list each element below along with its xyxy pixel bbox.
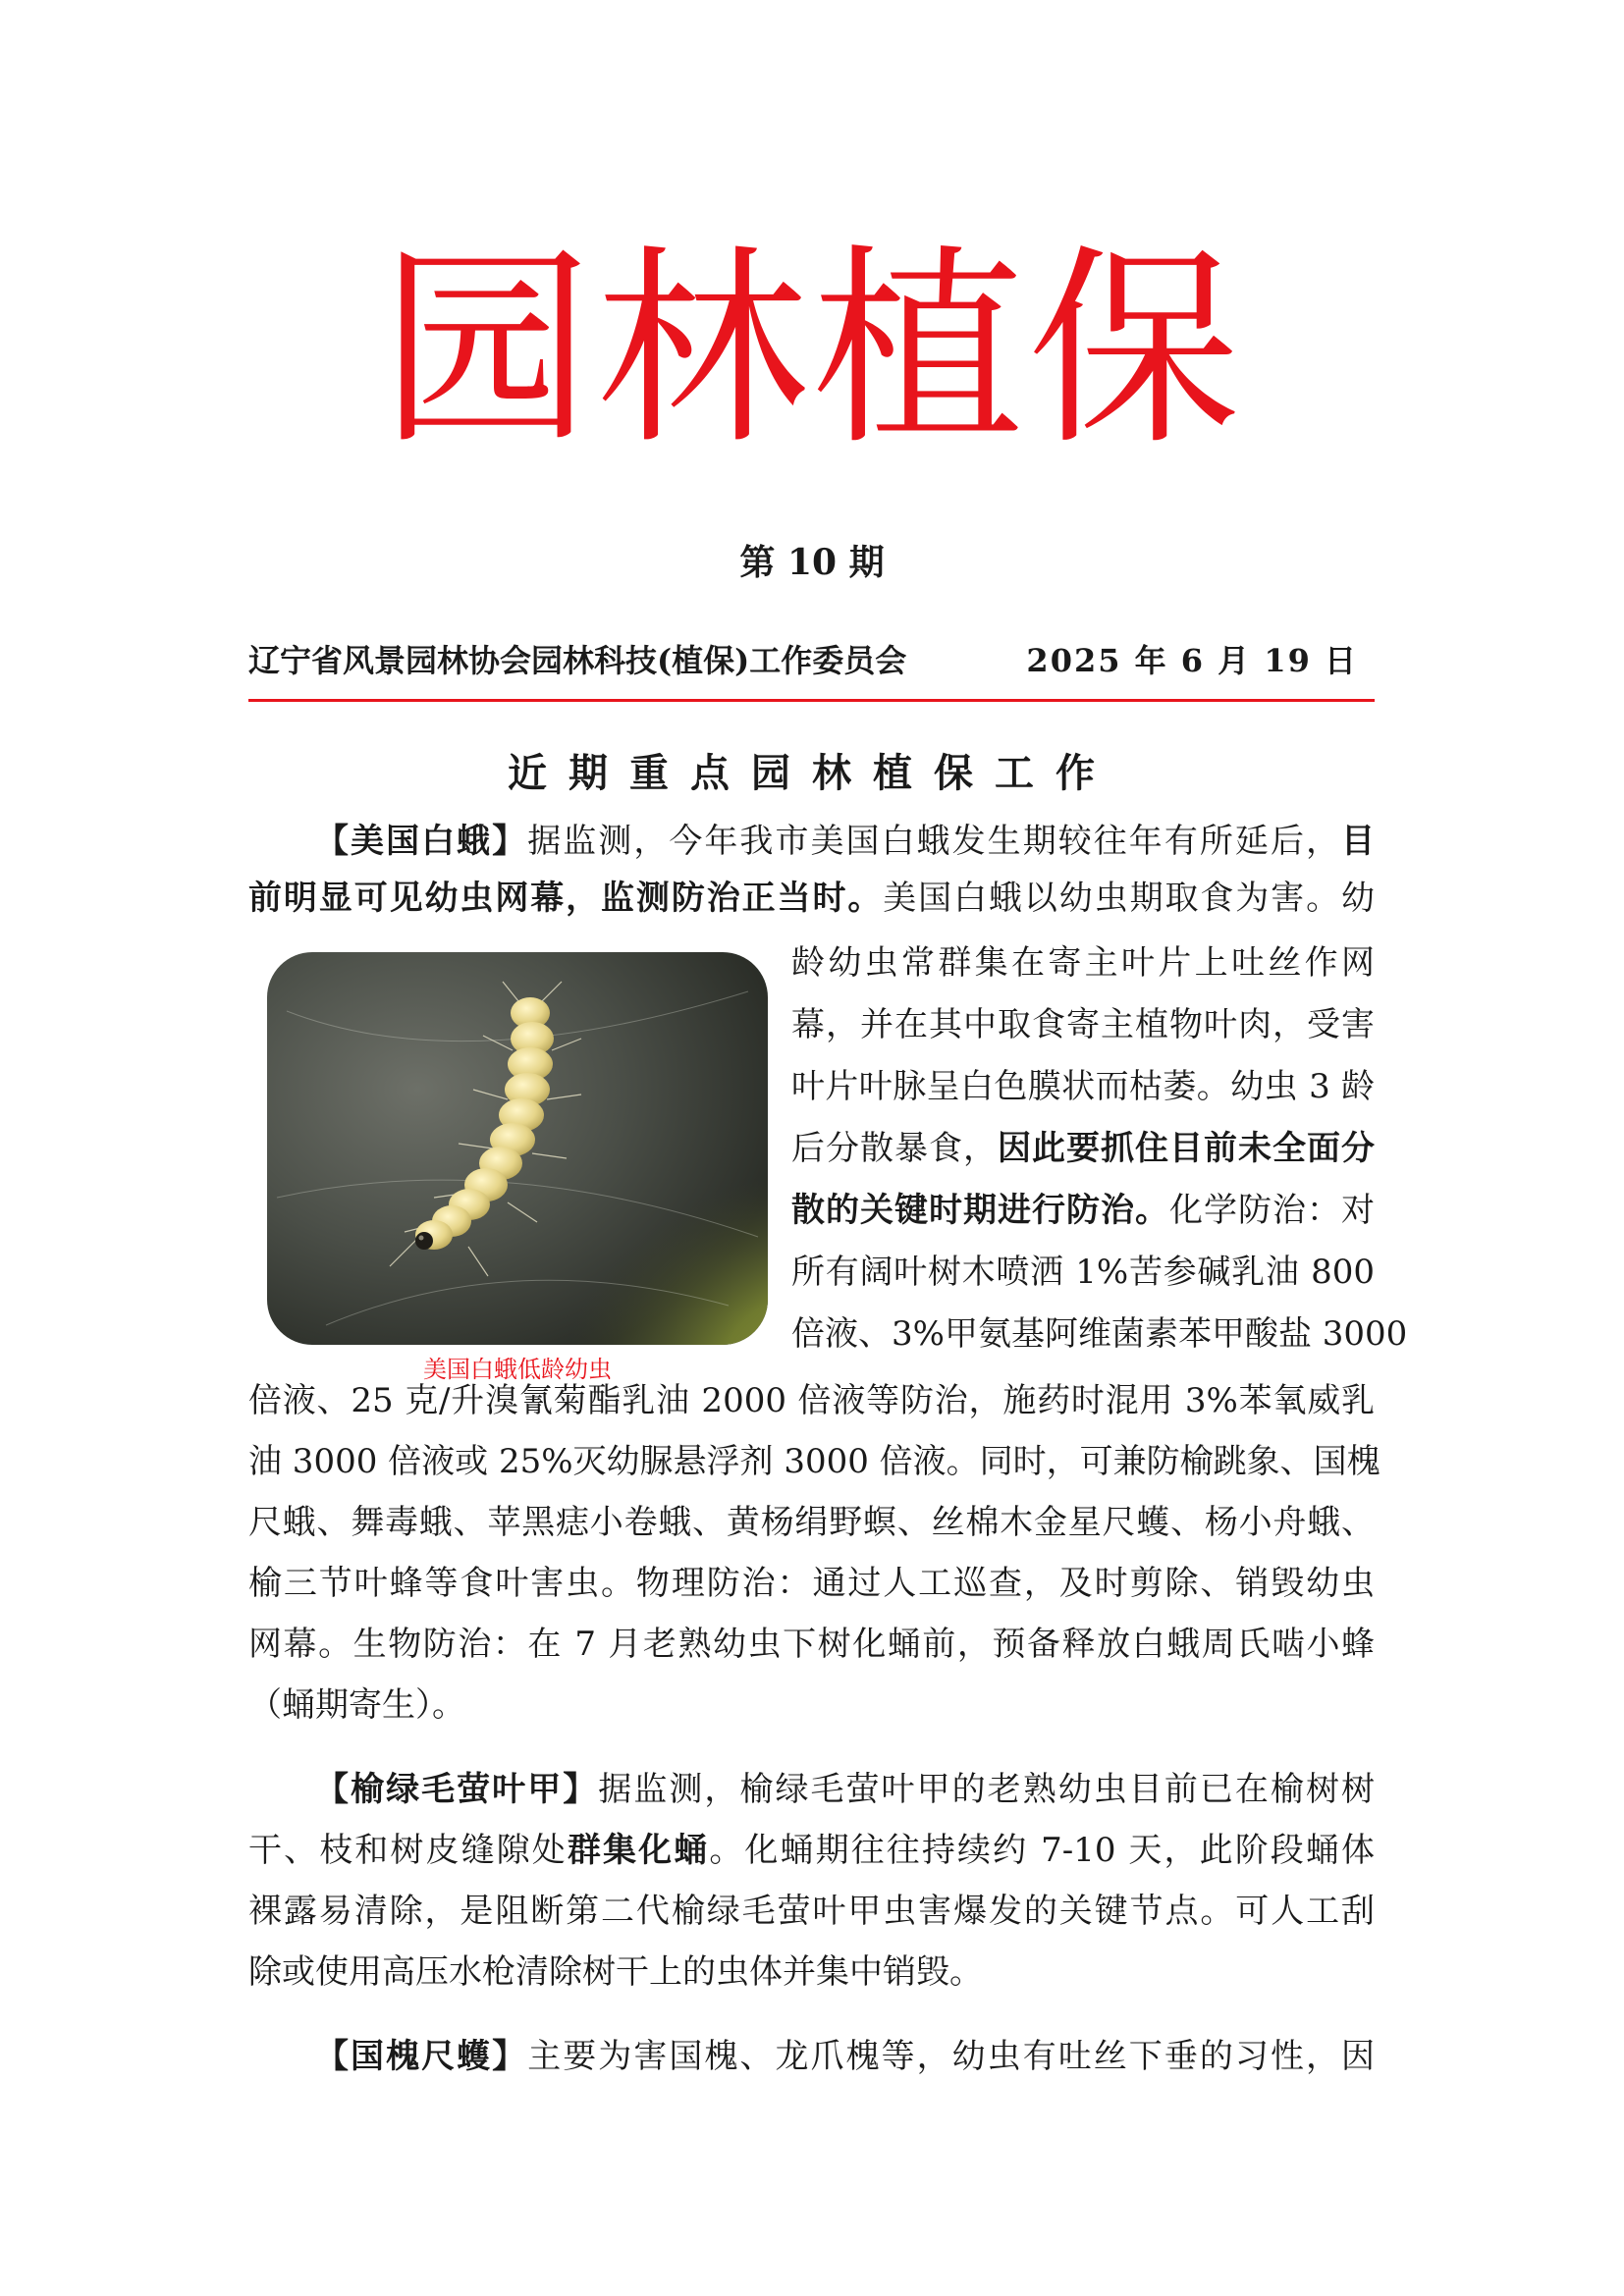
publisher-org: 辽宁省风景园林协会园林科技(植保)工作委员会 — [248, 642, 907, 679]
paragraph-line: 散的关键时期进行防治。化学防治：对 — [791, 1191, 1375, 1230]
paragraph-line: 倍液、25 克/升溴氰菊酯乳油 2000 倍液等防治，施药时混用 3%苯氧威乳 — [248, 1381, 1375, 1420]
paragraph-line: 尺蛾、舞毒蛾、苹黑痣小卷蛾、黄杨绢野螟、丝棉木金星尺蠖、杨小舟蛾、 — [248, 1503, 1375, 1542]
figure-caption: 美国白蛾低龄幼虫 — [423, 1356, 612, 1383]
paragraph-line: （蛹期寄生）。 — [248, 1685, 465, 1725]
publish-date: 2025 年 6 月 19 日 — [1026, 642, 1358, 679]
paragraph-line: 叶片叶脉呈白色膜状而枯萎。幼虫 3 龄 — [791, 1067, 1375, 1106]
paragraph-line: 所有阔叶树木喷洒 1%苦参碱乳油 800 — [791, 1253, 1375, 1292]
masthead-title: 园林植保 — [379, 227, 1244, 473]
publisher-line — [248, 636, 1375, 685]
paragraph-line: 榆三节叶蜂等食叶害虫。物理防治：通过人工巡查，及时剪除、销毁幼虫 — [248, 1564, 1375, 1603]
header-divider — [248, 699, 1375, 702]
paragraph-line: 裸露易清除，是阻断第二代榆绿毛萤叶甲虫害爆发的关键节点。可人工刮 — [248, 1892, 1375, 1931]
paragraph-line: 【美国白蛾】据监测，今年我市美国白蛾发生期较往年有所延后，目 — [315, 822, 1376, 861]
paragraph-line: 干、枝和树皮缝隙处群集化蛹。化蛹期往往持续约 7-10 天，此阶段蛹体 — [248, 1831, 1376, 1870]
issue-number: 第 10 期 — [739, 542, 885, 583]
paragraph-line: 油 3000 倍液或 25%灭幼脲悬浮剂 3000 倍液。同时，可兼防榆跳象、国槐 — [248, 1442, 1380, 1481]
paragraph-line: 【国槐尺蠖】主要为害国槐、龙爪槐等，幼虫有吐丝下垂的习性，因 — [315, 2037, 1376, 2076]
paragraph-line: 【榆绿毛萤叶甲】据监测，榆绿毛萤叶甲的老熟幼虫目前已在榆树树 — [315, 1770, 1376, 1809]
paragraph-line: 前明显可见幼虫网幕，监测防治正当时。美国白蛾以幼虫期取食为害。幼 — [248, 879, 1376, 918]
paragraph-line: 除或使用高压水枪清除树干上的虫体并集中销毁。 — [248, 1952, 983, 1992]
larva-photo — [267, 952, 768, 1345]
paragraph-line: 龄幼虫常群集在寄主叶片上吐丝作网 — [791, 943, 1375, 983]
section-title: 近期重点园林植保工作 — [508, 750, 1116, 796]
paragraph-line: 倍液、3%甲氨基阿维菌素苯甲酸盐 3000 — [791, 1314, 1408, 1354]
paragraph-line: 后分散暴食，因此要抓住目前未全面分 — [791, 1129, 1375, 1168]
paragraph-line: 网幕。生物防治：在 7 月老熟幼虫下树化蛹前，预备释放白蛾周氏啮小蜂 — [248, 1625, 1375, 1664]
paragraph-line: 幕，并在其中取食寄主植物叶肉，受害 — [791, 1005, 1375, 1044]
